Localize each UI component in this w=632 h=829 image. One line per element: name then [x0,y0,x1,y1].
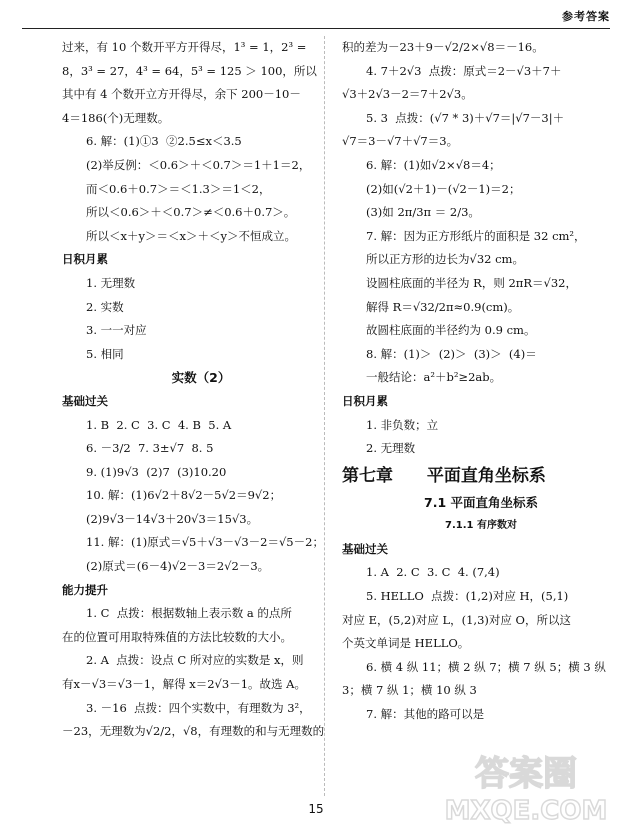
right-line-21: 个英文单词是 HELLO。 [342,636,470,651]
right-line-10: 所以正方形的边长为√32 cm。 [366,252,524,267]
left-line-11: 2. 实数 [86,299,124,314]
chapter-number: 第七章 [342,465,393,486]
right-line-11: 设圆柱底面的半径为 R，则 2πR＝√32， [366,275,577,290]
left-line-18: (2)9√3－14√3＋20√3＝15√3。 [86,511,259,526]
left-line-13: 5. 相同 [86,346,124,361]
left-line-10: 1. 无理数 [86,275,136,290]
section-title-real-numbers: 实数（2） [171,370,231,386]
right-line-13: 故圆柱底面的半径约为 0.9 cm。 [366,323,536,338]
running-header: 参考答案 [562,10,610,23]
left-line-8: 所以＜0.6＞＋＜0.7＞≠＜0.6＋0.7＞。 [86,205,296,220]
left-line-15: 6. －3/2 7. 3±√7 8. 5 [86,441,214,456]
left-line-4: 4＝186(个)无理数。 [62,110,170,125]
left-line-24: 有x－√3＝√3－1，解得 x＝2√3－1。故选 A。 [62,677,306,692]
left-line-17: 10. 解：(1)6√2＋8√2－5√2＝9√2； [86,488,282,503]
chapter-heading [342,461,620,491]
right-line-20: 对应 E，(5,2)对应 L，(1,3)对应 O，所以这 [342,612,571,627]
header-rule [22,28,610,29]
left-line-2: 8，3³ = 27，4³ = 64，5³ = 125 ＞ 100，所以 [62,63,317,78]
left-line-14: 1. B 2. C 3. C 4. B 5. A [86,417,232,432]
right-line-9: 7. 解：因为正方形纸片的面积是 32 cm²， [366,228,586,243]
subsection-heading: 7.1.1 有序数对 [445,520,517,532]
left-line-5: 6. 解：(1)①3 ②2.5≤x＜3.5 [86,134,242,149]
right-column [342,36,620,727]
chapter-title: 平面直角坐标系 [426,465,546,486]
left-line-7: 而＜0.6＋0.7＞＝＜1.3＞＝1＜2， [86,181,271,196]
heading-daily-accumulation: 日积月累 [62,252,108,267]
right-line-24: 7. 解：其他的路可以是 [366,707,485,722]
right-line-1: 积的差为－23＋9－√2/2×√8＝－16。 [342,40,544,54]
watermark-url: MXQE.COM [444,796,608,825]
right-line-4: 5. 3 点拨：(√7 * 3)＋√7＝|√7－3|＋ [366,110,565,125]
right-line-2: 4. 7＋2√3 点拨：原式＝2－√3＋7＋ [366,63,562,78]
right-line-15: 一般结论：a²＋b²≥2ab。 [366,370,502,385]
left-line-16: 9. (1)9√3 (2)7 (3)10.20 [86,464,227,479]
heading-ability: 能力提升 [62,582,108,597]
heading-basic-2: 基础过关 [342,541,388,556]
watermark-logo [426,745,626,825]
right-line-19: 5. HELLO 点拨：(1,2)对应 H，(5,1) [366,589,569,604]
left-line-3: 其中有 4 个数开立方开得尽，余下 200－10－ [62,87,301,102]
left-line-6: (2)举反例：＜0.6＞＋＜0.7＞＝1＋1＝2， [86,157,311,172]
right-line-5: √7＝3－√7＋√7＝3。 [342,134,459,149]
left-line-12: 3. 一一对应 [86,323,147,338]
section-heading: 7.1 平面直角坐标系 [424,494,538,510]
left-line-9: 所以＜x＋y＞＝＜x＞＋＜y＞不恒成立。 [86,228,296,243]
left-line-23: 2. A 点拨：设点 C 所对应的实数是 x，则 [86,653,304,668]
left-line-26: －23，无理数为√2/2，√8，有理数的和与无理数的 [62,724,325,739]
right-line-16: 1. 非负数；立 [366,417,439,432]
heading-daily-accumulation-2: 日积月累 [342,393,388,408]
left-line-25: 3. －16 点拨：四个实数中，有理数为 3²， [86,700,311,715]
right-line-8: (3)如 2π/3π ＝ 2/3。 [366,205,480,220]
left-line-19: 11. 解：(1)原式＝√5＋√3－√3－2＝√5－2； [86,535,324,550]
heading-basic: 基础过关 [62,393,108,408]
right-line-7: (2)如(√2＋1)－(√2－1)＝2； [366,181,521,196]
page-number: 15 [308,802,324,816]
watermark-text: 答案圈 [475,754,577,794]
right-line-14: 8. 解：(1)＞ (2)＞ (3)＞ (4)＝ [366,346,537,361]
left-line-22: 在的位置可用取特殊值的方法比较数的大小。 [62,629,292,644]
left-line-21: 1. C 点拨：根据数轴上表示数 a 的点所 [86,606,292,621]
right-line-6: 6. 解：(1)如√2×√8＝4； [366,157,501,172]
right-line-3: √3＋2√3－2＝7＋2√3。 [342,87,473,102]
right-line-18: 1. A 2. C 3. C 4. (7,4) [366,565,500,580]
right-line-17: 2. 无理数 [366,441,416,456]
left-line-1: 过来，有 10 个数开平方开得尽，1³ = 1，2³ = [62,40,307,54]
left-line-20: (2)原式＝(6－4)√2－3＝2√2－3。 [86,559,270,574]
left-column [62,36,340,744]
right-line-23: 3；横 7 纵 1；横 10 纵 3 [342,683,477,698]
right-line-12: 解得 R＝√32/2π≈0.9(cm)。 [366,299,520,314]
right-line-22: 6. 横 4 纵 11；横 2 纵 7；横 7 纵 5；横 3 纵 [366,659,606,674]
